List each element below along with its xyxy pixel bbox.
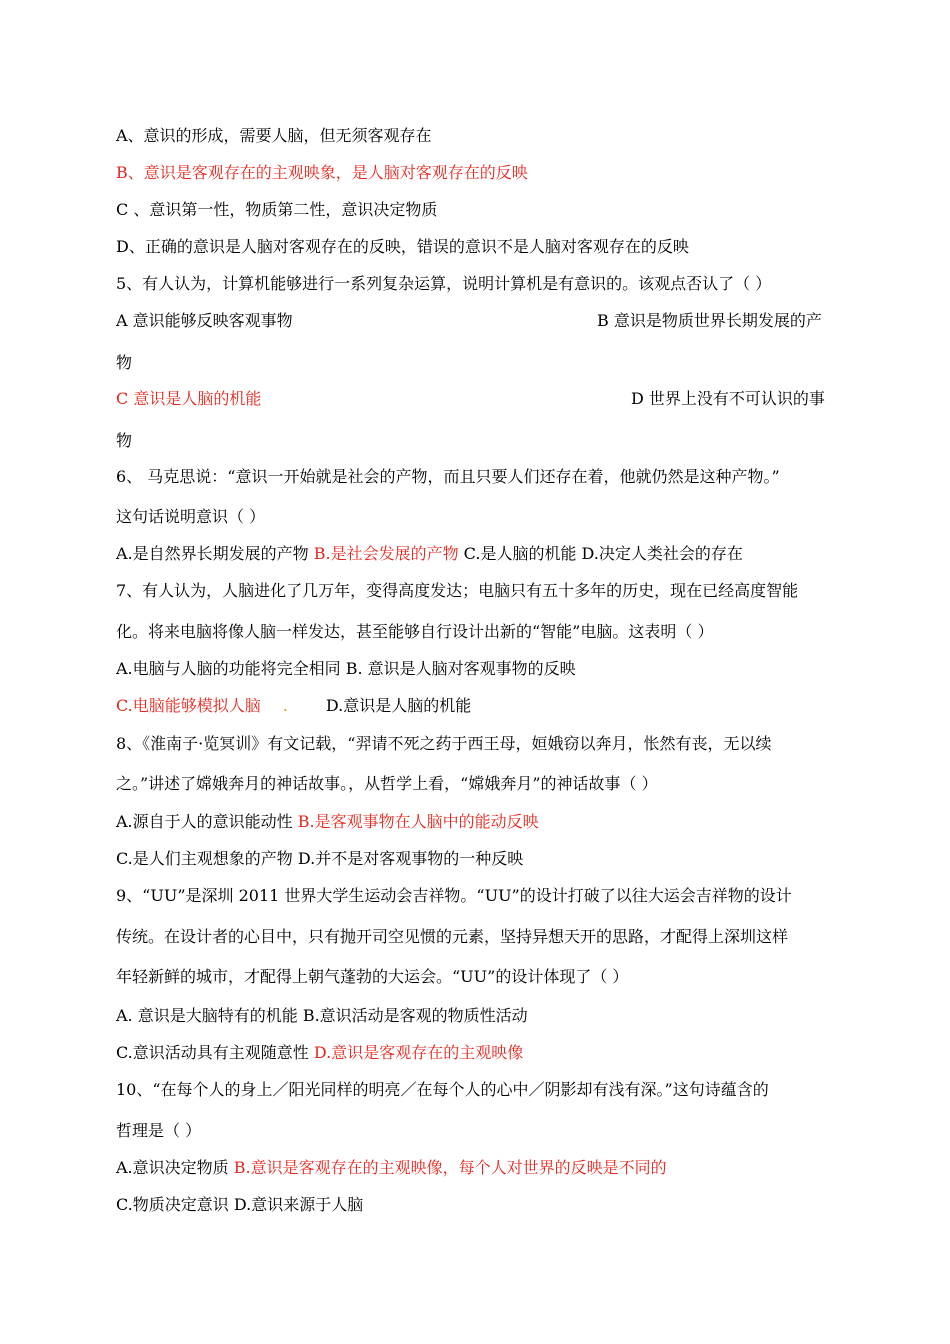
q7-stem-line1: 7、有人认为，人脑进化了几万年，变得高度发达；电脑只有五十多年的历史，现在已经高度智能 — [116, 581, 799, 600]
q6-option-b-answer: B.是社会发展的产物 — [313, 544, 459, 563]
q9-option-c: C.意识活动具有主观随意性 — [116, 1043, 314, 1062]
q7-option-c-answer: C.电脑能够模拟人脑 — [116, 696, 261, 715]
q5-option-c-answer: C 意识是人脑的机能 — [116, 389, 262, 408]
q9-stem-line2: 传统。在设计者的心目中，只有抛开司空见惯的元素，坚持异想天开的思路，才配得上深圳这样 — [116, 927, 789, 946]
q6-options — [116, 543, 743, 565]
q7-option-ab: A.电脑与人脑的功能将完全相同 B. 意识是人脑对客观事物的反映 — [116, 659, 576, 678]
q5-option-b: B 意识是物质世界长期发展的产 — [597, 311, 822, 330]
q10-options-cd: C.物质决定意识 D.意识来源于人脑 — [116, 1195, 364, 1214]
q6-stem-line2: 这句话说明意识（ ） — [116, 507, 266, 526]
q10-option-a: A.意识决定物质 — [116, 1158, 234, 1177]
q8-option-b-answer: B.是客观事物在人脑中的能动反映 — [297, 812, 539, 831]
q7-options-cd — [116, 695, 471, 717]
q5-stem: 5、有人认为，计算机能够进行一系列复杂运算，说明计算机是有意识的。该观点否认了（ ） — [116, 274, 772, 293]
q5-option-b-wrap: 物 — [116, 353, 133, 372]
q8-options-cd: C.是人们主观想象的产物 D.并不是对客观事物的一种反映 — [116, 849, 524, 868]
q4-option-d: D、正确的意识是人脑对客观存在的反映，错误的意识不是人脑对客观存在的反映 — [116, 237, 689, 256]
q10-options-ab — [116, 1157, 667, 1179]
q5-option-d-wrap: 物 — [116, 431, 133, 450]
q6-option-a: A.是自然界长期发展的产物 — [116, 544, 314, 563]
q6-stem-line1: 6、 马克思说：“意识一开始就是社会的产物，而且只要人们还存在着，他就仍然是这种产物。” — [116, 467, 780, 486]
q10-option-b-answer: B.意识是客观存在的主观映像，每个人对世界的反映是不同的 — [233, 1158, 667, 1177]
q8-option-a: A.源自于人的意识能动性 — [116, 812, 298, 831]
q4-option-a: A、意识的形成，需要人脑，但无须客观存在 — [116, 126, 432, 145]
q8-stem-line1: 8、《淮南子·览冥训》有文记载，“羿请不死之药于西王母，姮娥窃以奔月，怅然有丧，无以续 — [116, 734, 772, 753]
q10-stem-line2: 哲理是（ ） — [116, 1121, 202, 1140]
q7-mark: . — [282, 696, 288, 715]
q9-options-cd — [116, 1042, 523, 1064]
q9-stem-line3: 年轻新鲜的城市，才配得上朝气蓬勃的大运会。“UU”的设计体现了（ ） — [116, 967, 629, 986]
q5-option-a: A 意识能够反映客观事物 — [116, 311, 293, 330]
q9-stem-line1: 9、“UU”是深圳 2011 世界大学生运动会吉祥物。“UU”的设计打破了以往大运会吉祥物的设计 — [116, 886, 792, 905]
q9-option-d-answer: D.意识是客观存在的主观映像 — [313, 1043, 524, 1062]
q4-option-b-answer: B、意识是客观存在的主观映象，是人脑对客观存在的反映 — [116, 163, 528, 182]
q8-stem-line2: 之。”讲述了嫦娥奔月的神话故事。，从哲学上看，“嫦娥奔月”的神话故事（ ） — [116, 774, 658, 793]
q9-options-ab: A. 意识是大脑特有的机能 B.意识活动是客观的物质性活动 — [116, 1006, 528, 1025]
q7-stem-line2: 化。将来电脑将像人脑一样发达，甚至能够自行设计出新的“智能”电脑。这表明（ ） — [116, 622, 714, 641]
q8-options-ab — [116, 811, 539, 833]
q7-option-d: D.意识是人脑的机能 — [325, 696, 472, 715]
q6-option-cd: C.是人脑的机能 D.决定人类社会的存在 — [458, 544, 743, 563]
q5-option-d: D 世界上没有不可认识的事 — [631, 389, 825, 408]
q10-stem-line1: 10、“在每个人的身上／阳光同样的明亮／在每个人的心中／阴影却有浅有深。”这句诗蕴含的 — [116, 1080, 769, 1099]
q4-option-c: C 、意识第一性，物质第二性，意识决定物质 — [116, 200, 438, 219]
